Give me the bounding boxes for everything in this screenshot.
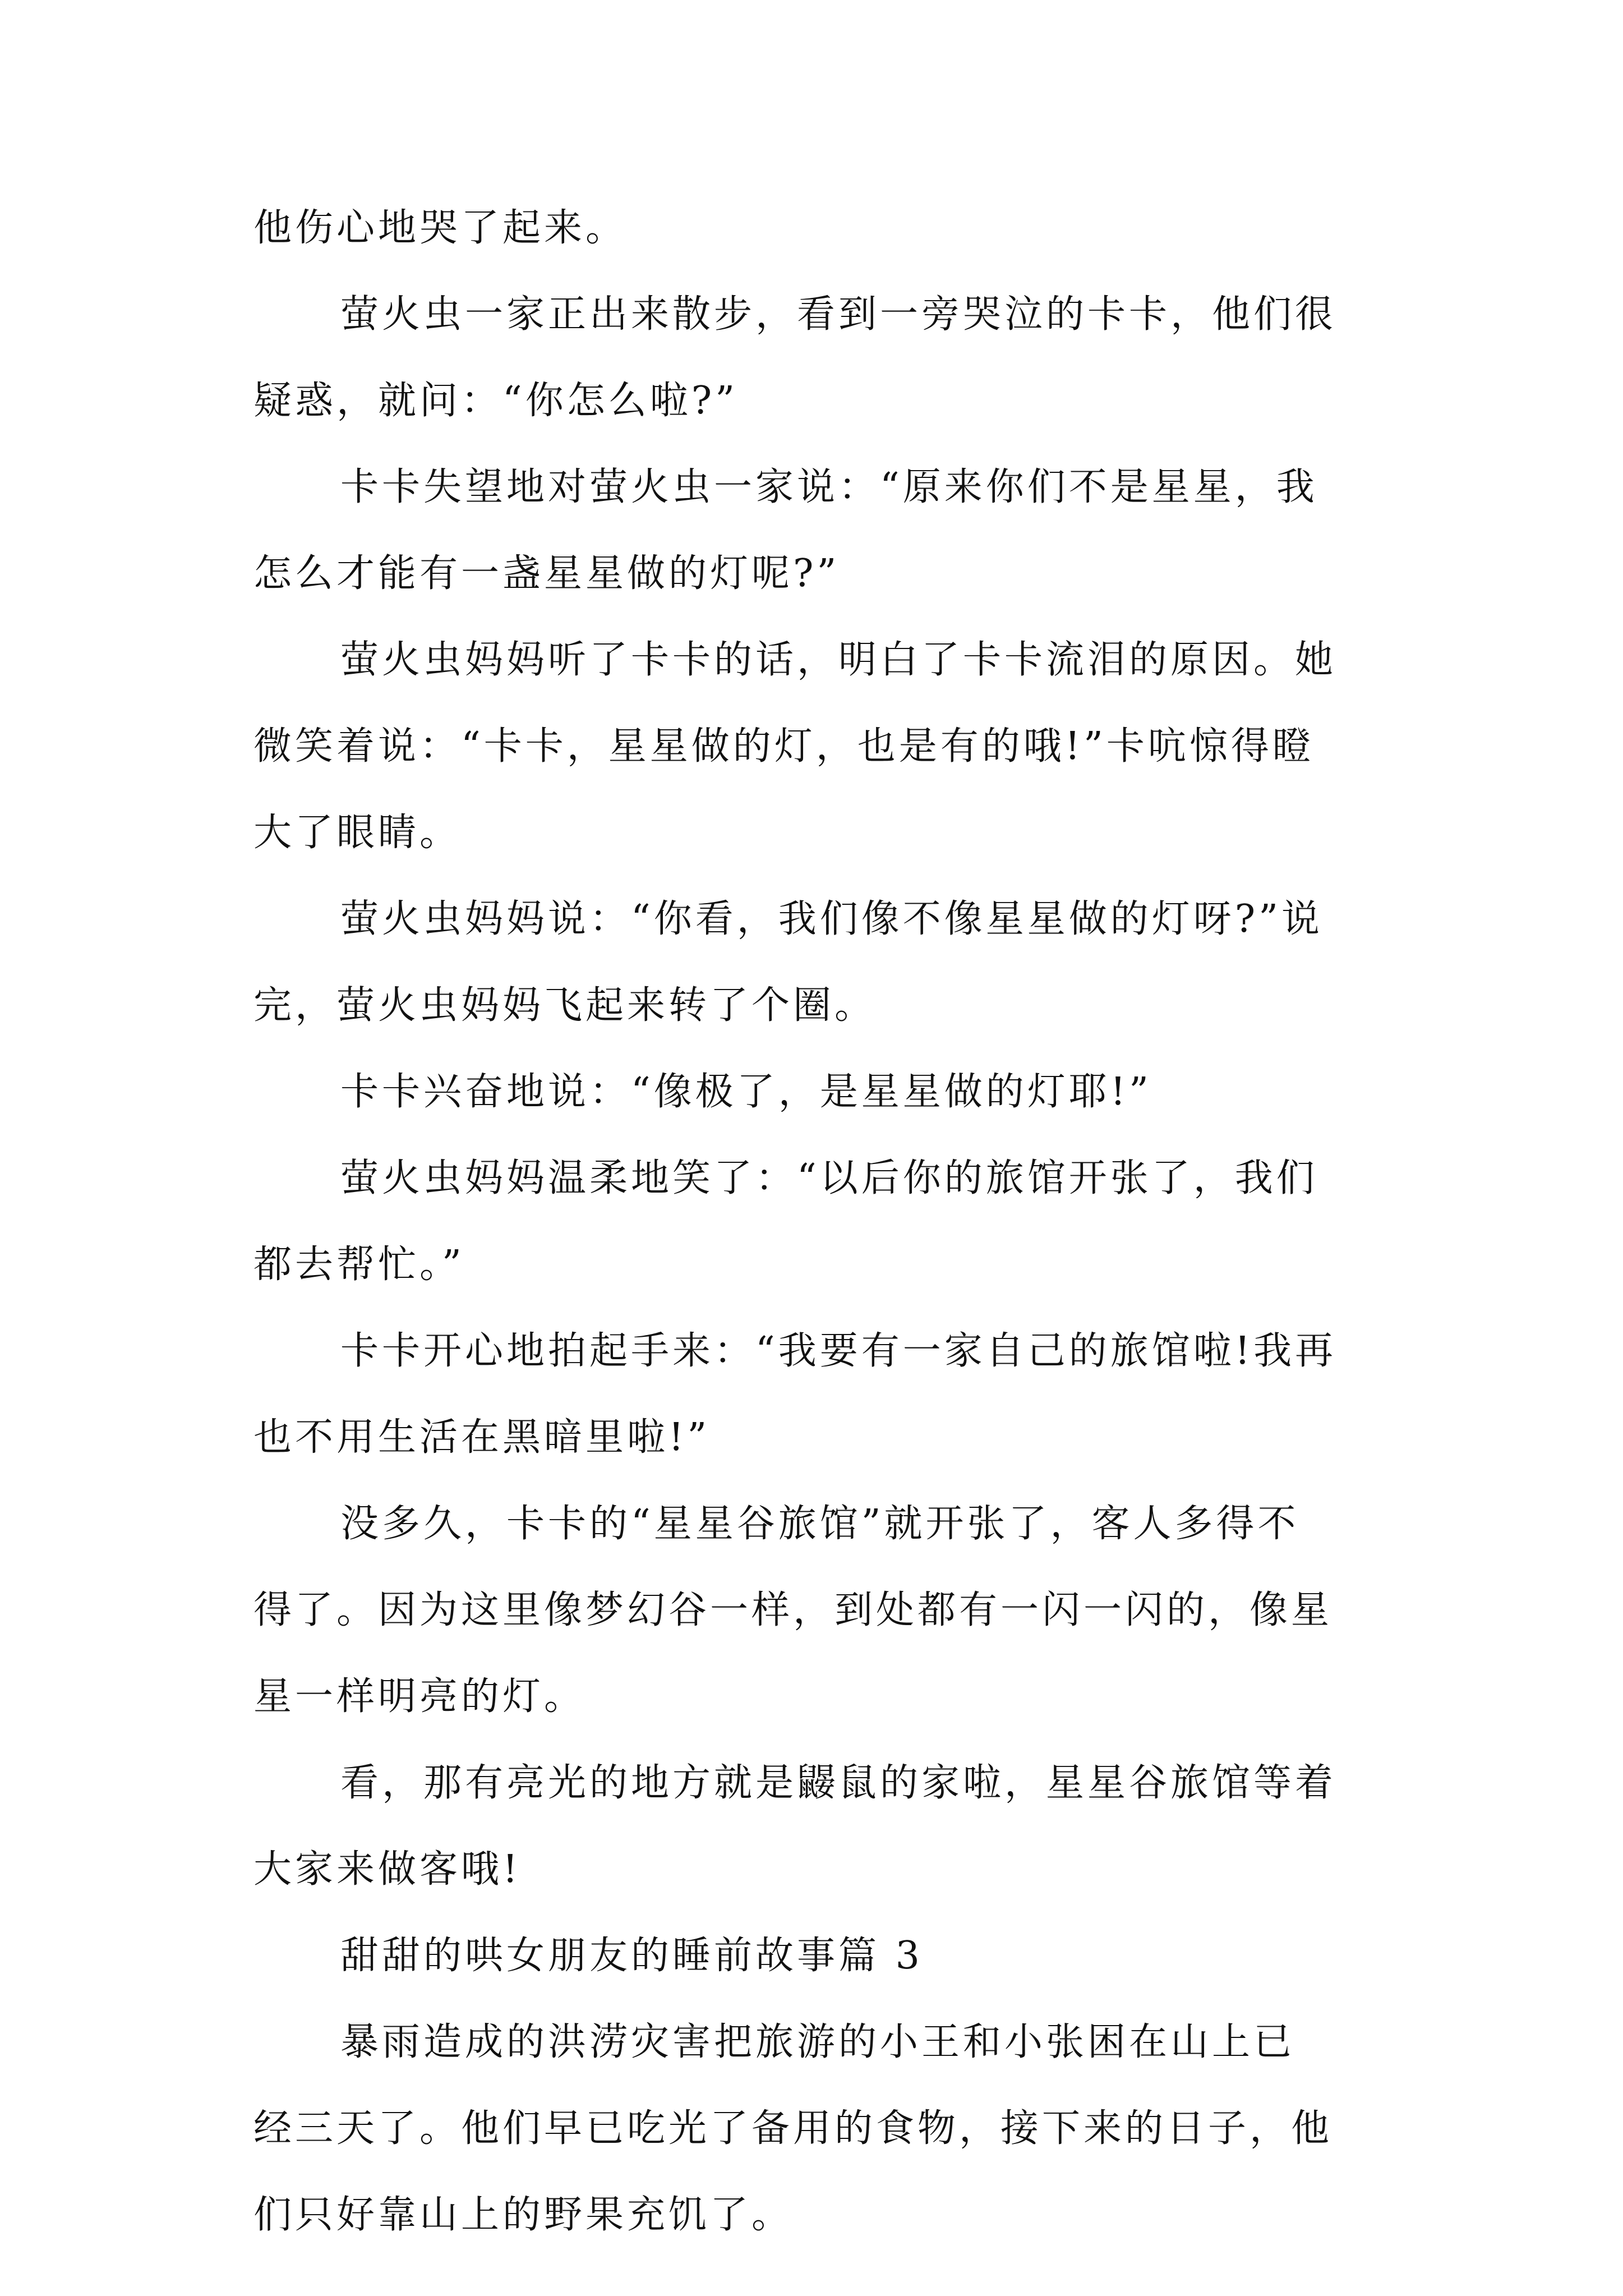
text-line: 星一样明亮的灯。	[253, 1674, 586, 1719]
text-line: 们只好靠山上的野果充饥了。	[253, 2193, 794, 2237]
text-line: 经三天了。他们早已吃光了备用的食物，接下来的日子，他	[253, 2106, 1333, 2151]
text-line: 也不用生活在黑暗里啦!”	[253, 1415, 711, 1460]
text-line: 萤火虫妈妈温柔地笑了：“以后你的旅馆开张了，我们	[340, 1156, 1318, 1200]
text-line: 得了。因为这里像梦幻谷一样，到处都有一闪一闪的，像星	[253, 1588, 1333, 1632]
text-line: 萤火虫妈妈说：“你看，我们像不像星星做的灯呀?”说	[340, 897, 1323, 941]
text-line: 大了眼睛。	[253, 811, 462, 855]
text-line: 微笑着说：“卡卡，星星做的灯，也是有的哦!”卡吭惊得瞪	[253, 724, 1314, 769]
text-line: 没多久，卡卡的“星星谷旅馆”就开张了，客人多得不	[340, 1502, 1299, 1546]
document-page	[253, 206, 1384, 2237]
text-line: 疑惑，就问：“你怎么啦?”	[253, 379, 738, 423]
section-heading: 甜甜的哄女朋友的睡前故事篇 3	[340, 1934, 923, 1978]
text-line: 都去帮忙。”	[253, 1243, 465, 1287]
text-line: 他伤心地哭了起来。	[253, 206, 628, 250]
text-line: 看，那有亮光的地方就是鼹鼠的家啦，星星谷旅馆等着	[340, 1761, 1337, 1805]
text-line: 怎么才能有一盏星星做的灯呢?”	[253, 551, 840, 596]
text-line: 卡卡兴奋地说：“像极了，是星星做的灯耶!”	[340, 1070, 1152, 1114]
text-line: 完，萤火虫妈妈飞起来转了个圈。	[253, 983, 877, 1028]
text-line: 卡卡开心地拍起手来：“我要有一家自己的旅馆啦!我再	[340, 1329, 1337, 1373]
text-line: 暴雨造成的洪涝灾害把旅游的小王和小张困在山上已	[340, 2020, 1295, 2064]
text-line: 卡卡失望地对萤火虫一家说：“原来你们不是星星，我	[340, 465, 1318, 509]
text-line: 萤火虫妈妈听了卡卡的话，明白了卡卡流泪的原因。她	[340, 638, 1337, 682]
text-line: 大家来做客哦!	[253, 1847, 522, 1892]
text-line: 萤火虫一家正出来散步，看到一旁哭泣的卡卡，他们很	[340, 292, 1337, 337]
